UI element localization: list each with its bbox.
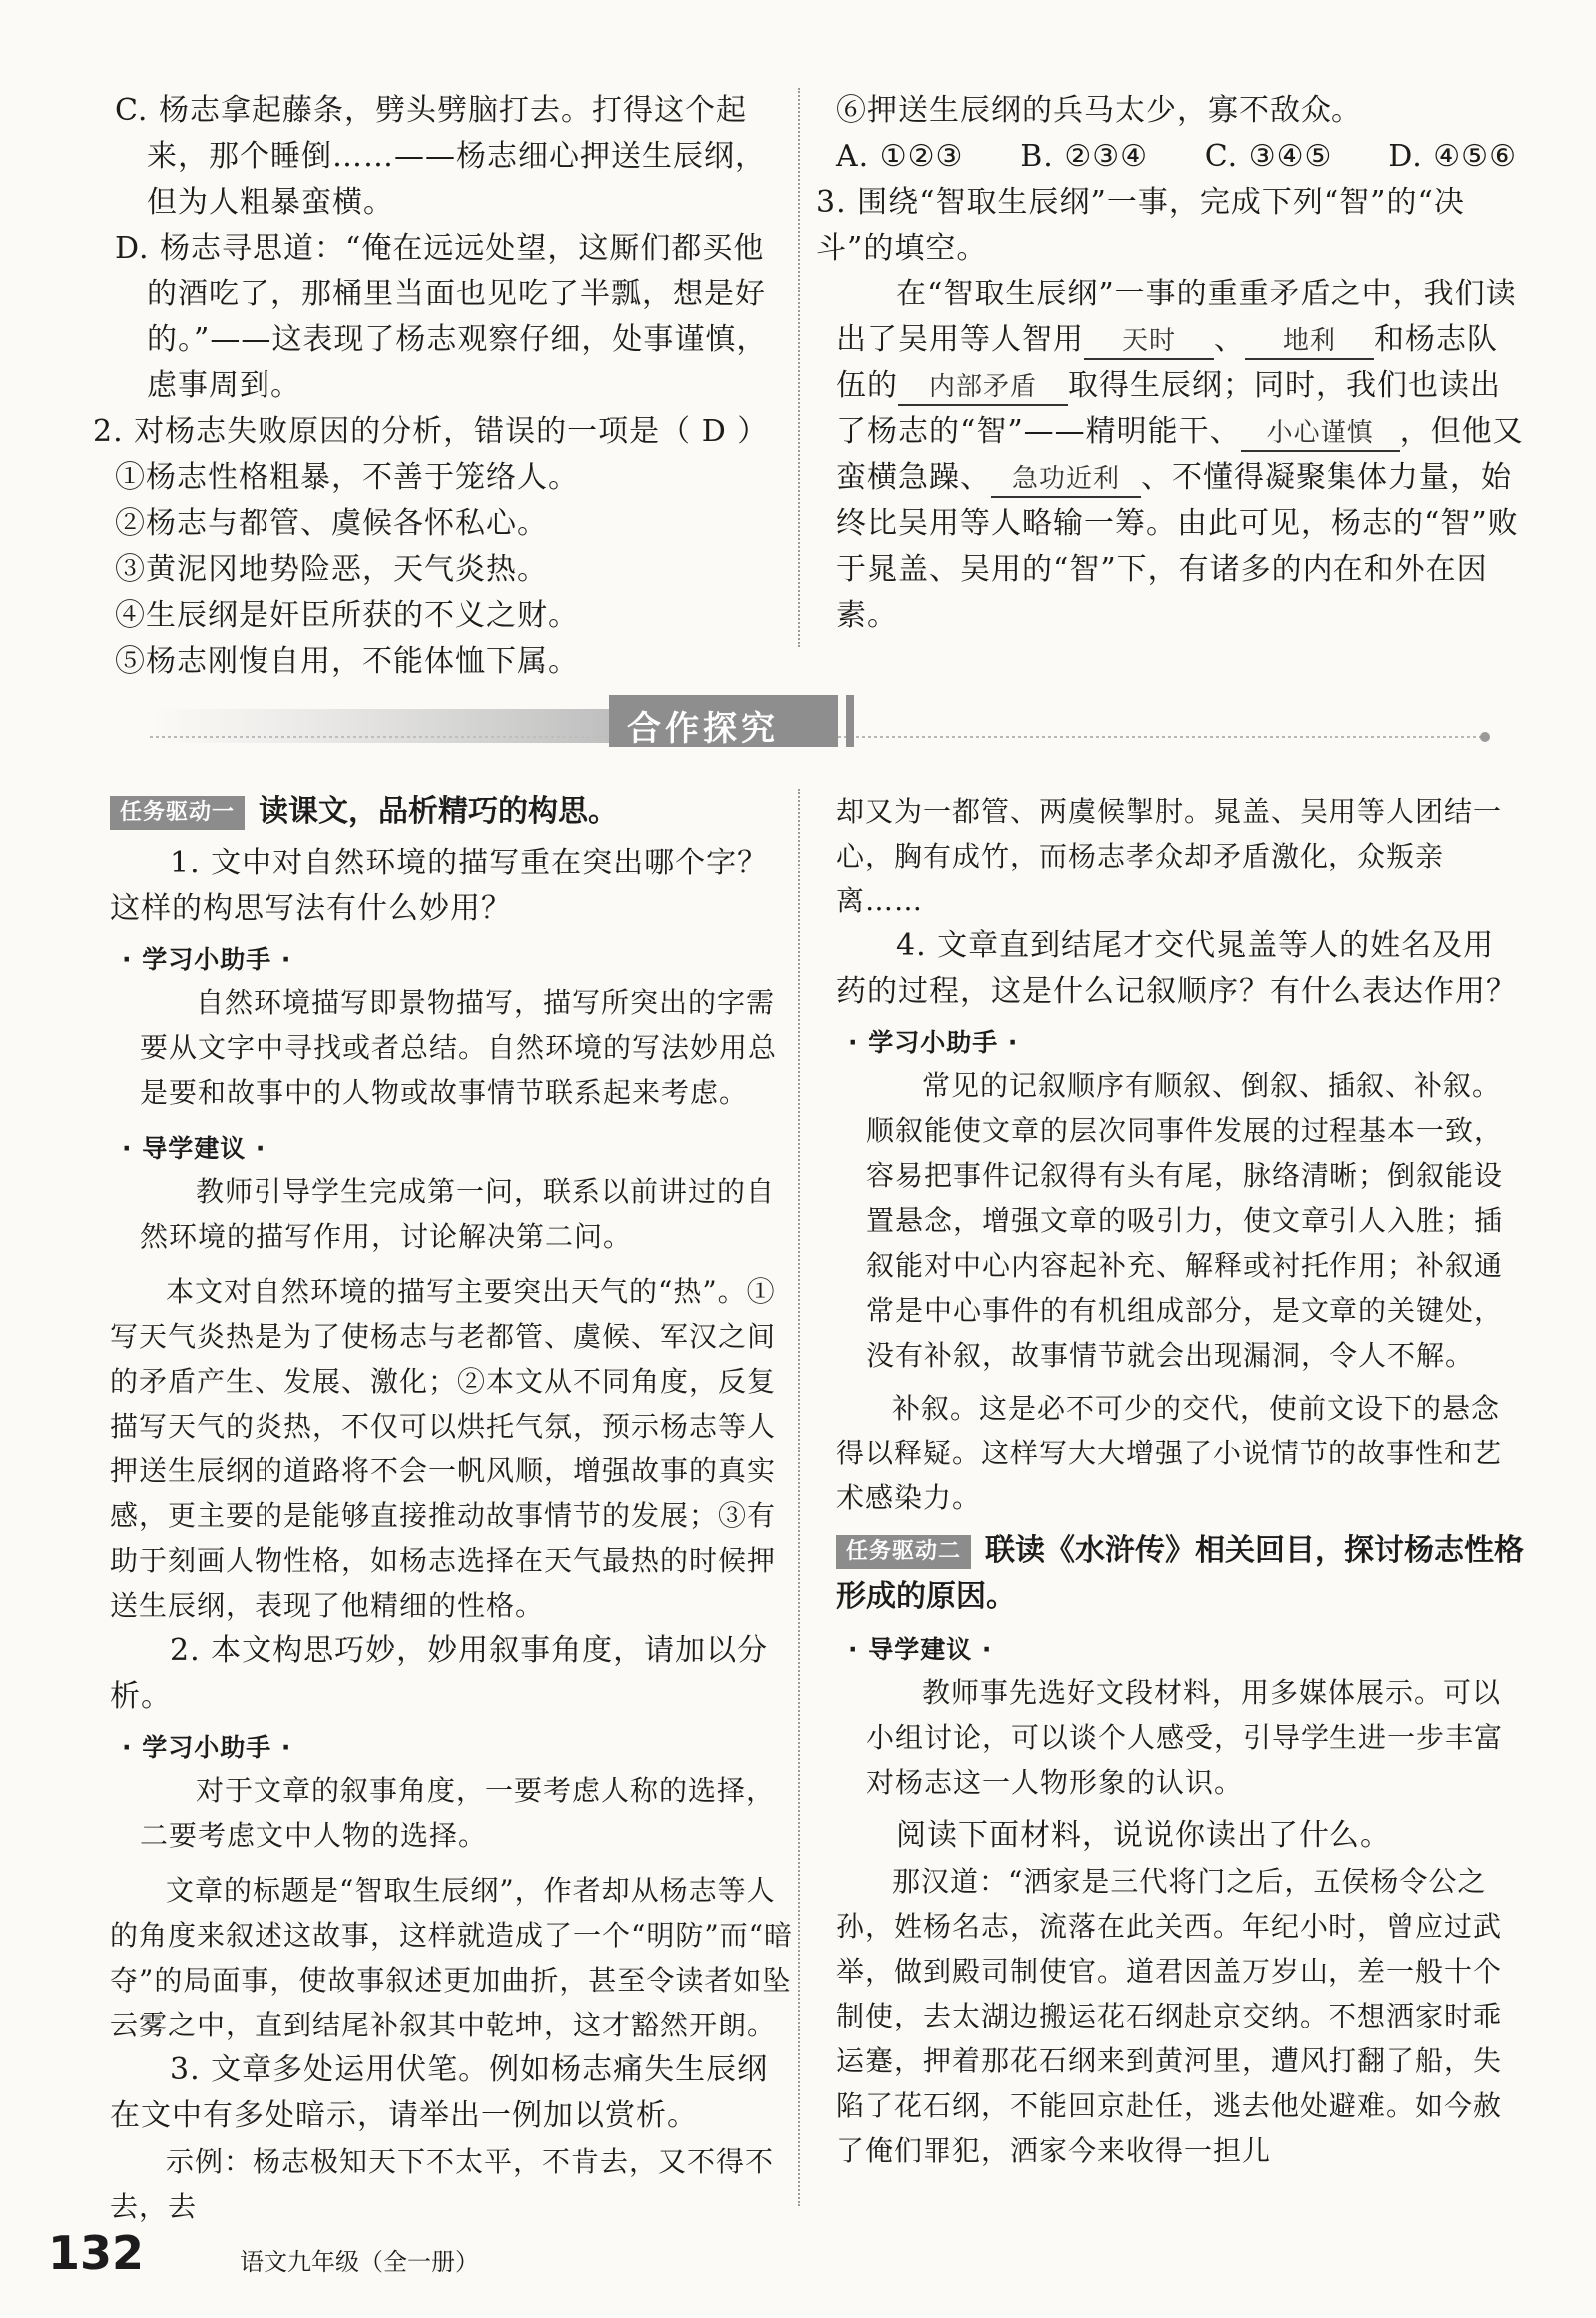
question-2: 2. 本文构思巧妙，妙用叙事角度，请加以分析。 [110, 1633, 769, 1714]
question-3-stem: 3. 围绕“智取生辰纲”一事，完成下列“智”的“决斗”的填空。 [816, 185, 1465, 266]
choice-b: B. ②③④ [1020, 139, 1149, 174]
q2-item: ③黄泥冈地势险恶，天气炎热。 [115, 552, 548, 587]
page-number: 132 [48, 2226, 145, 2280]
answer-blank: 地利 [1245, 324, 1374, 360]
answer-text: 示例：杨志极知天下不太平，不肯去，又不得不去，去 [110, 2145, 775, 2223]
answer-text: 文章的标题是“智取生辰纲”，作者却从杨志等人的角度来叙述这故事，这样就造成了一个“明防”而“暗夺”的局面事，使故事叙述更加曲折，甚至令读者如坠云雾之中，直到结尾补叙其中乾坤，这才豁然开朗。 [110, 1874, 793, 2041]
q2-item-6: ⑥押送生辰纲的兵马太少，寡不敌众。 [836, 93, 1362, 128]
book-title: 语文九年级（全一册） [240, 2248, 479, 2276]
section-banner [150, 687, 1497, 757]
lower-right-column [836, 789, 1525, 2173]
task-badge: 任务驱动一 [110, 796, 245, 830]
answer-blank: 天时 [1084, 324, 1214, 360]
question-2-stem: 2. 对杨志失败原因的分析，错误的一项是（ D ） [93, 414, 769, 449]
q3-text: 和杨志队伍的 [836, 322, 1498, 403]
column-divider [798, 789, 800, 2206]
column-divider [798, 88, 800, 647]
top-left-column [93, 88, 794, 685]
q3-fill-paragraph [836, 272, 1525, 639]
helper-text: 常见的记叙顺序有顺叙、倒叙、插叙、补叙。顺叙能使文章的层次同事件发展的过程基本一致，容易把事件记叙得有头有尾，脉络清晰；倒叙能设置悬念，增强文章的吸引力，使文章引人入胜；插叙能对中心内容起补充、解释或衬托作用；补叙通常是中心事件的有机组成部分，是文章的关键处，没有补叙，故事情节就会出现漏洞，令人不解。 [866, 1069, 1504, 1372]
answer-text: 本文对自然环境的描写主要突出天气的“热”。①写天气炎热是为了使杨志与老都管、虞候、军汉之间的矛盾产生、发展、激化；②本文从不同角度，反复描写天气的炎热，不仅可以烘托气氛，预示杨志等人押送生辰纲的道路将不会一帆风顺，增强故事的真实感，更主要的是能够直接推动故事情节的发展；③有助于刻画人物性格，如杨志选择在天气最热的时候押送生辰纲，表现了他精细的性格。 [110, 1275, 777, 1622]
task-1-heading [110, 789, 798, 835]
lower-left-column [110, 789, 798, 2229]
q3-text: 、不懂得凝聚集体力量，始终比吴用等人略输一筹。由此可见，杨志的“智”败于晁盖、吴用的“智”下，有诸多的内在和外在因素。 [836, 460, 1519, 633]
q3-text: 、 [1214, 322, 1245, 357]
answer-blank: 急功近利 [991, 462, 1141, 498]
read-prompt: 阅读下面材料，说说你读出了什么。 [896, 1818, 1391, 1853]
helper-label: · 学习小助手 · [848, 1028, 1019, 1057]
question-1: 1. 文中对自然环境的描写重在突出哪个字？这样的构思写法有什么妙用？ [110, 846, 769, 926]
q3-text: 在“智取生辰纲”一事的重重矛盾之中，我们读出了吴用等人智用 [836, 277, 1517, 357]
q3-text: 取得生辰纲；同时，我们也读出了杨志的“智”——精明能干、 [836, 368, 1501, 449]
helper-label: · 学习小助手 · [122, 945, 292, 974]
top-right-column [816, 88, 1525, 639]
banner-graphic [150, 687, 1497, 757]
task-title: 联读《水浒传》相关回目，探讨杨志性格形成的原因。 [836, 1533, 1525, 1614]
material-text: 那汉道：“洒家是三代将门之后，五侯杨令公之孙，姓杨名志，流落在此关西。年纪小时，曾应过武举，做到殿司制使官。道君因盖万岁山，差一般十个制使，去太湖边搬运花石纲赴京交纳。不想洒家时乖运蹇，押着那花石纲来到黄河里，遭风打翻了船，失陷了花石纲，不能回京赴任，逃去他处避难。如今赦了俺们罪犯，洒家今来收得一担儿 [836, 1865, 1503, 2167]
option-c: C. 杨志拿起藤条，劈头劈脑打去。打得这个起来，那个睡倒……——杨志细心押送生辰纲，但为人粗暴蛮横。 [115, 93, 766, 220]
q2-item: ⑤杨志刚愎自用，不能体恤下属。 [115, 644, 579, 679]
choice-d: D. ④⑤⑥ [1388, 139, 1517, 174]
helper-label: · 学习小助手 · [122, 1733, 292, 1762]
helper-text: 自然环境描写即景物描写，描写所突出的字需要从文字中寻找或者总结。自然环境的写法妙用总是要和故事中的人物或故事情节联系起来考虑。 [140, 986, 778, 1109]
answer-blank: 小心谨慎 [1241, 416, 1400, 452]
guide-label: · 导学建议 · [848, 1635, 993, 1664]
task-2-heading [836, 1528, 1525, 1620]
task-badge: 任务驱动二 [836, 1535, 971, 1569]
q3-text: ，但他又蛮横急躁、 [836, 414, 1524, 495]
choice-a: A. ①②③ [836, 139, 964, 174]
question-4: 4. 文章直到结尾才交代晁盖等人的姓名及用药的过程，这是什么记叙顺序？有什么表达作用？ [836, 928, 1517, 1009]
guide-text: 教师事先选好文段材料，用多媒体展示。可以小组讨论，可以谈个人感受，引导学生进一步丰富对杨志这一人物形象的认识。 [866, 1676, 1504, 1799]
helper-text: 对于文章的叙事角度，一要考虑人称的选择，二要考虑文中人物的选择。 [140, 1774, 776, 1852]
question-3: 3. 文章多处运用伏笔。例如杨志痛失生辰纲在文中有多处暗示，请举出一例加以赏析。 [110, 2052, 769, 2133]
q2-item: ②杨志与都管、虞候各怀私心。 [115, 506, 548, 541]
q2-item: ④生辰纲是奸臣所获的不义之财。 [115, 598, 579, 633]
answer-continuation: 却又为一都管、两虞候掣肘。晁盖、吴用等人团结一心，胸有成竹，而杨志孝众却矛盾激化，众叛亲离…… [836, 795, 1503, 917]
q2-choices [836, 134, 1525, 180]
answer-text: 补叙。这是必不可少的交代，使前文设下的悬念得以释疑。这样写大大增强了小说情节的故事性和艺术感染力。 [836, 1392, 1503, 1514]
option-d: D. 杨志寻思道：“俺在远远处望，这厮们都买他的酒吃了，那桶里当面也见吃了半瓢，想是好的。”——这表现了杨志观察仔细，处事谨慎，虑事周到。 [115, 231, 768, 403]
banner-title: 合作探究 [627, 709, 779, 749]
guide-text: 教师引导学生完成第一问，联系以前讲过的自然环境的描写作用，讨论解决第二问。 [140, 1175, 776, 1253]
choice-c: C. ③④⑤ [1204, 139, 1332, 174]
task-title: 读课文，品析精巧的构思。 [259, 794, 619, 829]
guide-label: · 导学建议 · [122, 1134, 266, 1163]
q2-item: ①杨志性格粗暴，不善于笼络人。 [115, 460, 579, 495]
answer-blank: 内部矛盾 [898, 370, 1068, 406]
